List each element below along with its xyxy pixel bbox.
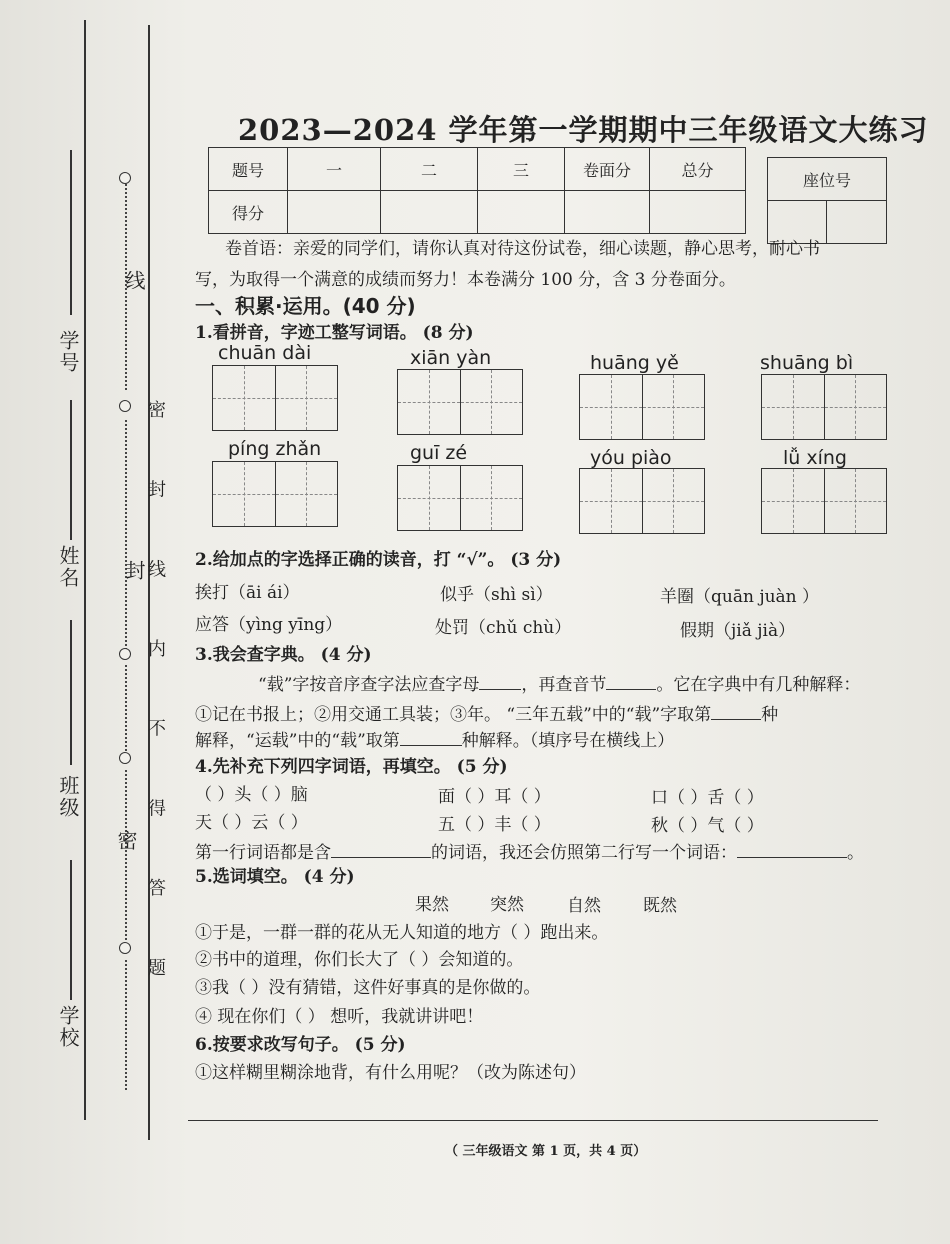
- reading-choice[interactable]: 假期（jiǎ jià）: [680, 621, 796, 641]
- fill-sentence[interactable]: ④ 现在你们（ ） 想听，我就讲讲吧！: [195, 1007, 484, 1027]
- answer-blank[interactable]: [711, 703, 761, 720]
- answer-blank[interactable]: [737, 841, 847, 858]
- writing-grid[interactable]: [579, 374, 705, 440]
- score-cell[interactable]: [288, 191, 381, 234]
- score-header-cell: 总分: [650, 148, 746, 191]
- answer-blank[interactable]: [479, 673, 521, 690]
- seat-cell[interactable]: [827, 201, 887, 244]
- writing-grid[interactable]: [212, 461, 338, 527]
- score-table: [208, 147, 746, 234]
- score-cell[interactable]: [650, 191, 746, 234]
- writing-grid[interactable]: [761, 468, 887, 534]
- score-header-cell: 一: [288, 148, 381, 191]
- pinyin-label: shuāng bì: [760, 352, 854, 374]
- pinyin-label: píng zhǎn: [228, 438, 322, 460]
- q3-line-1: [258, 670, 860, 695]
- score-table-header-row: [209, 148, 746, 191]
- idiom-fill[interactable]: 口（ ）舌（ ）: [651, 788, 764, 808]
- score-cell[interactable]: [565, 191, 650, 234]
- question-heading: 2.给加点的字选择正确的读音，打 “√”。 (3 分): [195, 550, 562, 570]
- writing-grid[interactable]: [397, 369, 523, 435]
- idiom-fill[interactable]: 五（ ）丰（ ）: [438, 815, 551, 835]
- q3-text: 解释，“运载”中的“载”取第: [195, 731, 400, 751]
- reading-choice[interactable]: 羊圈（quān juàn ）: [660, 587, 820, 607]
- intro-line-1: 卷首语：亲爱的同学们，请你认真对待这份试卷，细心读题，静心思考，耐心书: [225, 239, 820, 259]
- binding-dotted-line: [125, 960, 127, 1090]
- binding-dotted-line: [125, 770, 127, 940]
- reading-choice[interactable]: 似乎（shì sì）: [440, 585, 553, 605]
- pinyin-label: guī zé: [410, 442, 468, 464]
- score-table-score-row: [209, 191, 746, 234]
- binding-hole: [119, 400, 131, 412]
- answer-line[interactable]: [188, 1120, 878, 1121]
- answer-blank[interactable]: [606, 673, 656, 690]
- pinyin-label: huāng yě: [590, 352, 679, 374]
- reading-choice[interactable]: 处罚（chǔ chù）: [435, 618, 572, 638]
- label-banji: 班级: [56, 775, 80, 819]
- reading-choice[interactable]: 挨打（āi ái）: [195, 583, 300, 603]
- writing-grid[interactable]: [579, 468, 705, 534]
- idiom-fill[interactable]: 秋（ ）气（ ）: [651, 816, 764, 836]
- rewrite-sentence: ①这样糊里糊涂地背，有什么用呢？（改为陈述句）: [195, 1063, 586, 1083]
- binding-hole: [119, 942, 131, 954]
- seat-table: [767, 157, 887, 244]
- binding-no-answer: 密 封 线 内 不 得 答 题: [145, 400, 166, 1005]
- word-choice: 果然: [415, 895, 449, 915]
- binding-line-outer: [84, 20, 86, 1120]
- question-heading: 3.我会查字典。 (4 分): [195, 645, 372, 665]
- label-xuexiao: 学校: [56, 1005, 80, 1049]
- binding-hole: [119, 752, 131, 764]
- binding-dotted-line: [125, 665, 127, 755]
- word-choice: 突然: [490, 895, 524, 915]
- score-header-cell: 三: [478, 148, 565, 191]
- pinyin-label: lǚ xíng: [783, 447, 847, 469]
- q4-text: 的词语，我还会仿照第二行写一个词语：: [431, 843, 737, 863]
- score-header-cell: 卷面分: [565, 148, 650, 191]
- field-xingming-line[interactable]: [70, 400, 72, 540]
- pinyin-label: xiān yàn: [410, 347, 492, 369]
- q3-text: 种: [761, 705, 779, 725]
- idiom-fill[interactable]: （ ）头（ ）脑: [195, 785, 308, 805]
- answer-blank[interactable]: [331, 841, 431, 858]
- label-xingming: 姓名: [56, 545, 80, 589]
- question-heading: 6.按要求改写句子。 (5 分): [195, 1035, 406, 1055]
- intro-line-2: 写，为取得一个满意的成绩而努力！本卷满分 100 分，含 3 分卷面分。: [195, 270, 736, 290]
- q4-text: 。: [847, 843, 864, 863]
- q3-line-2: [195, 700, 778, 725]
- answer-blank[interactable]: [400, 729, 462, 746]
- q3-line-3: [195, 726, 674, 751]
- q3-text: 种解释。（填序号在横线上）: [461, 731, 675, 751]
- reading-choice[interactable]: 应答（yìng yīng）: [195, 615, 343, 635]
- score-cell[interactable]: [478, 191, 565, 234]
- binding-hole: [119, 648, 131, 660]
- binding-feng: 封: [122, 560, 146, 582]
- question-heading: 5.选词填空。 (4 分): [195, 867, 355, 887]
- fill-sentence[interactable]: ②书中的道理，你们长大了（ ）会知道的。: [195, 950, 524, 970]
- fill-sentence[interactable]: ①于是，一群一群的花从无人知道的地方（ ）跑出来。: [195, 923, 609, 943]
- label-xuehao: 学号: [56, 330, 80, 374]
- field-banji-line[interactable]: [70, 620, 72, 765]
- idiom-fill[interactable]: 天（ ）云（ ）: [195, 813, 308, 833]
- word-choice: 自然: [567, 896, 601, 916]
- score-cell[interactable]: [381, 191, 478, 234]
- section-heading: 一、积累·运用。(40 分): [195, 294, 416, 318]
- writing-grid[interactable]: [761, 374, 887, 440]
- binding-hole: [119, 172, 131, 184]
- binding-xian: 线: [122, 270, 146, 292]
- q3-text: ，再查音节: [521, 675, 607, 695]
- word-choice: 既然: [643, 896, 677, 916]
- exam-title: 2023—2024 学年第一学期期中三年级语文大练习: [238, 113, 929, 147]
- q4-line-3: [195, 838, 864, 863]
- idiom-fill[interactable]: 面（ ）耳（ ）: [438, 787, 551, 807]
- q3-text: “载”字按音序查字法应查字母: [258, 675, 480, 695]
- q3-text: 。它在字典中有几种解释：: [656, 675, 861, 695]
- q3-text: ①记在书报上；②用交通工具装；③年。 “三年五载”中的“载”字取第: [195, 705, 712, 725]
- field-xuexiao-line[interactable]: [70, 860, 72, 1000]
- score-header-cell: 二: [381, 148, 478, 191]
- question-heading: 4.先补充下列四字词语，再填空。 (5 分): [195, 757, 508, 777]
- writing-grid[interactable]: [397, 465, 523, 531]
- fill-sentence[interactable]: ③我（ ）没有猜错，这件好事真的是你做的。: [195, 978, 541, 998]
- pinyin-label: chuān dài: [218, 342, 312, 364]
- binding-mi: 密: [114, 830, 138, 852]
- page-footer: （ 三年级语文 第 1 页，共 4 页）: [445, 1144, 647, 1159]
- writing-grid[interactable]: [212, 365, 338, 431]
- pinyin-label: yóu piào: [590, 447, 672, 469]
- q4-text: 第一行词语都是含: [195, 843, 331, 863]
- question-heading: 1.看拼音，字迹工整写词语。 (8 分): [195, 323, 474, 343]
- seat-label: 座位号: [768, 158, 887, 201]
- binding-dotted-line: [125, 420, 127, 650]
- score-header-cell: 题号: [209, 148, 288, 191]
- field-xuehao-line[interactable]: [70, 150, 72, 315]
- score-row-label: 得分: [209, 191, 288, 234]
